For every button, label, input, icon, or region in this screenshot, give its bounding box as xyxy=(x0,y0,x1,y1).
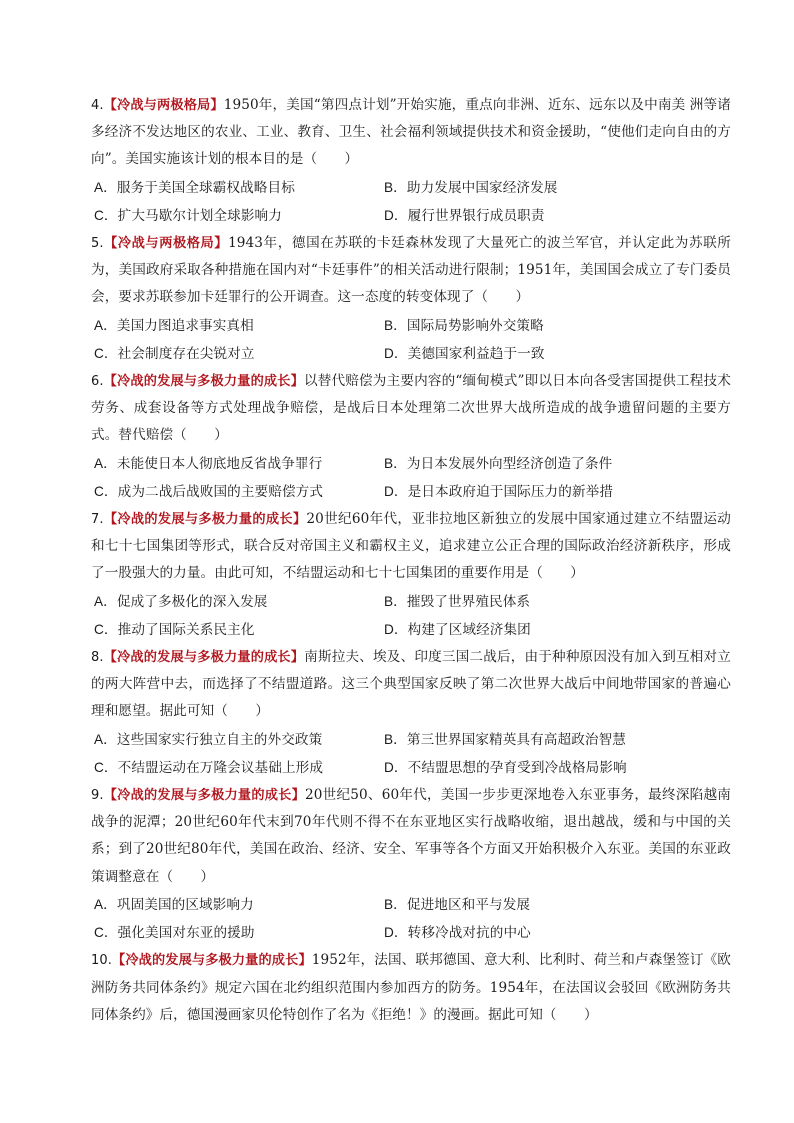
option-a[interactable]: A．美国力图追求事实真相 xyxy=(94,317,254,334)
topic-tag: 【冷战的发展与多极力量的成长】 xyxy=(111,953,312,969)
question-number: 9. xyxy=(91,788,104,804)
option-d[interactable]: D．不结盟思想的孕育受到冷战格局影响 xyxy=(384,759,627,776)
question-4 xyxy=(91,92,731,230)
topic-tag: 【冷战与两极格局】 xyxy=(103,236,229,252)
option-b[interactable]: B．促进地区和平与发展 xyxy=(384,896,531,913)
option-d[interactable]: D．履行世界银行成员职责 xyxy=(384,207,545,224)
options xyxy=(91,891,731,947)
option-a[interactable]: A．这些国家实行独立自主的外交政策 xyxy=(94,731,323,748)
option-c[interactable]: C．不结盟运动在万隆会议基础上形成 xyxy=(94,759,324,776)
option-c[interactable]: C．强化美国对东亚的援助 xyxy=(94,925,255,942)
options xyxy=(91,174,731,230)
option-d[interactable]: D．构建了区域经济集团 xyxy=(384,621,531,638)
question-8 xyxy=(91,644,731,782)
option-c[interactable]: C．成为二战后战败国的主要赔偿方式 xyxy=(94,483,324,500)
option-a[interactable]: A．巩固美国的区域影响力 xyxy=(94,896,254,913)
options xyxy=(91,588,731,644)
question-text: 20世纪50、60年代，美国一步步更深地卷入东亚事务，最终深陷越南战争的泥潭；20世纪60年代末到70年代则不得不在东亚地区实行战略收缩，退出越战，缓和与中国的关系；到了20世纪80年代，美国在政治、经济、安全、军事等各个方面又开始积极介入东亚。美国的东亚政策调整意在（ ） xyxy=(91,787,731,885)
question-number: 7. xyxy=(91,512,104,528)
question-stem xyxy=(91,368,731,450)
topic-tag: 【冷战的发展与多极力量的成长】 xyxy=(103,650,305,666)
question-stem xyxy=(91,947,731,1029)
options xyxy=(91,726,731,782)
option-c[interactable]: C．社会制度存在尖锐对立 xyxy=(94,345,255,362)
topic-tag: 【冷战的发展与多极力量的成长】 xyxy=(103,788,305,804)
question-6 xyxy=(91,368,731,506)
topic-tag: 【冷战的发展与多极力量的成长】 xyxy=(103,512,307,528)
option-d[interactable]: D．转移冷战对抗的中心 xyxy=(384,925,531,942)
option-b[interactable]: B．助力发展中国家经济发展 xyxy=(384,179,558,196)
option-a[interactable]: A．服务于美国全球霸权战略目标 xyxy=(94,179,295,196)
option-c[interactable]: C．扩大马歇尔计划全球影响力 xyxy=(94,207,282,224)
question-number: 5. xyxy=(91,236,104,252)
question-list xyxy=(91,92,731,1029)
question-10 xyxy=(91,947,731,1029)
option-b[interactable]: B．摧毁了世界殖民体系 xyxy=(384,593,531,610)
topic-tag: 【冷战与两极格局】 xyxy=(103,98,224,113)
question-stem xyxy=(91,506,731,588)
option-d[interactable]: D．是日本政府迫于国际压力的新举措 xyxy=(384,483,614,500)
question-stem xyxy=(91,230,731,312)
question-number: 8. xyxy=(91,650,104,666)
question-stem xyxy=(91,782,731,891)
question-stem xyxy=(91,644,731,726)
question-9 xyxy=(91,782,731,947)
option-d[interactable]: D．美德国家利益趋于一致 xyxy=(384,345,545,362)
option-a[interactable]: A．未能使日本人彻底地反省战争罪行 xyxy=(94,455,323,472)
option-a[interactable]: A．促成了多极化的深入发展 xyxy=(94,593,268,610)
question-7 xyxy=(91,506,731,644)
option-b[interactable]: B．第三世界国家精英具有高超政治智慧 xyxy=(384,731,626,748)
question-number: 6. xyxy=(91,374,104,390)
question-number: 10. xyxy=(91,953,112,969)
question-5 xyxy=(91,230,731,368)
question-text: 以替代赔偿为主要内容的“缅甸模式”即以日本向各受害国提供工程技术劳务、成套设备等方式处理战争赔偿，是战后日本处理第二次世界大战所造成的战争遗留问题的主要方式。替代赔偿（ ） xyxy=(91,373,731,444)
question-text: 南斯拉夫、埃及、印度三国二战后，由于种种原因没有加入到互相对立的两大阵营中去，而选择了不结盟道路。这三个典型国家反映了第二次世界大战后中间地带国家的普遍心理和愿望。据此可知（ ） xyxy=(91,649,731,720)
options xyxy=(91,450,731,506)
option-c[interactable]: C．推动了国际关系民主化 xyxy=(94,621,255,638)
options xyxy=(91,312,731,368)
question-text: 20世纪60年代，亚非拉地区新独立的发展中国家通过建立不结盟运动和七十七国集团等形式，联合反对帝国主义和霸权主义，追求建立公正合理的国际政治经济新秩序，形成了一股强大的力量。由此可知，不结盟运动和七十七国集团的重要作用是（ ） xyxy=(91,511,732,582)
option-b[interactable]: B．为日本发展外向型经济创造了条件 xyxy=(384,455,613,472)
question-text: 1943年，德国在苏联的卡廷森林发现了大量死亡的波兰军官，并认定此为苏联所为，美国政府采取各种措施在国内对“卡廷事件”的相关活动进行限制；1951年，美国国会成立了专门委员会，要求苏联参加卡廷罪行的公开调查。这一态度的转变体现了（ ） xyxy=(91,235,731,306)
question-text: 1950年，美国“第四点计划”开始实施，重点向非洲、近东、远东以及中南美 洲等诸多经济不发达地区的农业、工业、教育、卫生、社会福利领域提供技术和资金援助，“使他们走向自由的方向”。美国实施该计划的根本目的是（ ） xyxy=(91,97,731,168)
question-stem xyxy=(91,92,731,174)
topic-tag: 【冷战的发展与多极力量的成长】 xyxy=(103,374,304,390)
question-number: 4. xyxy=(91,98,104,113)
question-text: 1952年，法国、联邦德国、意大利、比利时、荷兰和卢森堡签订《欧洲防务共同体条约》规定六国在北约组织范围内参加西方的防务。1954年，在法国议会驳回《欧洲防务共同体条约》后，德国漫画家贝伦特创作了名为《拒绝！》的漫画。据此可知（ ） xyxy=(91,952,731,1023)
option-b[interactable]: B．国际局势影响外交策略 xyxy=(384,317,544,334)
